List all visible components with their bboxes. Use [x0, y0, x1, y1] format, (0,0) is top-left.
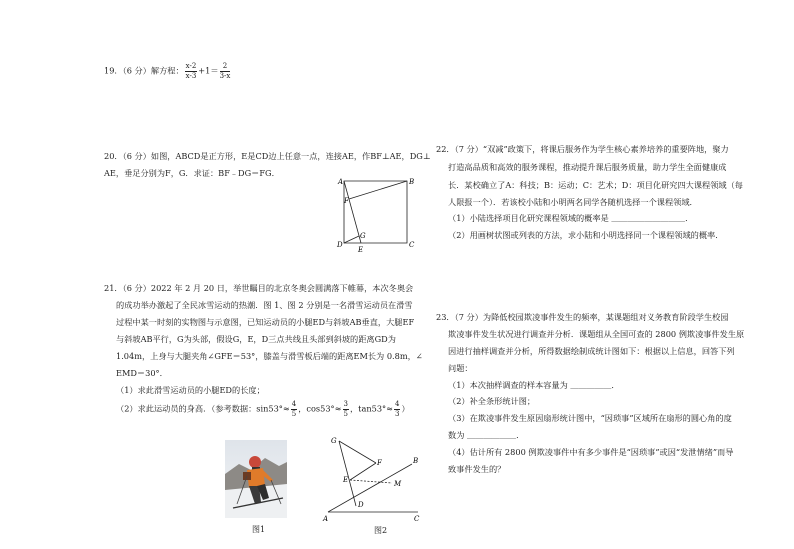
label-e2: E — [343, 476, 349, 484]
q22-line1: 22．（7 分）“双减”政策下，将课后服务作为学生核心素养培养的重要阵地，聚力 — [436, 144, 729, 154]
q21-line3: 过程中某一时刻的实物图与示意图，已知运动员的小腿ED与斜坡AB垂直，大腿EF — [116, 317, 415, 327]
q21-line6: EMD＝30°． — [116, 368, 168, 378]
q23-line4: 问题： — [448, 363, 473, 373]
q21-sub2: （2）求此运动员的身高．（参考数据：sin53°≈ $\frac{4}{5}$ ，cos53°≈ $\frac{3}{5}$ ，tan53°≈ $\frac{4}{3}$ ） — [116, 400, 410, 418]
slope-ab — [328, 464, 412, 512]
label-g: G — [360, 232, 366, 240]
q19-prefix: 19．（6 分）解方程： — [104, 65, 184, 76]
label-g2: G — [331, 437, 337, 445]
q23-sub3: （3）在欺凌事件发生原因扇形统计图中，“因琐事”区域所在扇形的圆心角的度 — [448, 413, 732, 423]
label-c: C — [409, 241, 415, 249]
q22-sub1: （1）小陆选择项目化研究课程领域的概率是 ＿＿＿＿＿＿＿＿＿． — [448, 213, 694, 223]
fig2-caption: 图2 — [374, 526, 388, 535]
q23-sub2: （2）补全条形统计图； — [448, 396, 536, 406]
q23-line1: 23．（7 分）为降低校园欺凌事件发生的频率，某课题组对义务教育阶段学生校园 — [436, 312, 729, 322]
label-f2: F — [377, 459, 382, 467]
segment-fe — [350, 463, 376, 480]
label-m2: M — [394, 480, 402, 488]
cos-fraction: $\frac{3}{5}$ — [343, 400, 348, 418]
label-d2: D — [358, 501, 364, 509]
label-a: A — [338, 178, 344, 186]
square-abcd — [344, 181, 407, 243]
q22-sub2: （2）用画树状图或列表的方法，求小陆和小明选择同一个课程领域的概率． — [448, 230, 724, 240]
q22-line2: 打造高品质和高效的服务课程，推动提升课后服务质量，助力学生全面健康成 — [448, 162, 727, 172]
q22-line4: 人限报一个）．若该校小陆和小明两名同学各随机选择一个课程领域． — [448, 197, 698, 207]
q23-sub4: （4）估计所有 2800 例欺凌事件中有多少事件是“因琐事”或因“发泄情绪”而导 — [448, 447, 734, 457]
segment-em — [350, 480, 392, 483]
q22-line3: 长．某校确立了A：科技；B：运动；C：艺术；D：项目化研究四大课程领域（每 — [448, 180, 743, 190]
q21-line2: 的成功举办激起了全民冰雪运动的热潮．图 1、图 2 分别是一名滑雪运动员在滑雪 — [116, 300, 413, 310]
q21-line4: 与斜坡AB平行，G为头部，假设G，E，D三点共线且头部到斜坡的距离GD为 — [116, 334, 396, 344]
fig1-caption: 图1 — [252, 525, 266, 534]
segment-dg — [344, 236, 359, 243]
q20-square-figure — [330, 172, 420, 252]
q23-sub4b: 致事件发生的？ — [448, 464, 506, 474]
label-e: E — [358, 246, 364, 252]
q19-mid: +1＝ — [198, 65, 219, 76]
q19-text — [104, 63, 231, 80]
segment-gf — [339, 441, 376, 463]
q21-line5: 1.04m，上身与大腿夹角∠GFE＝53°，膝盖与滑雪板后端的距离EM长为 0.8m，∠ — [116, 351, 423, 361]
label-d: D — [337, 241, 343, 249]
q21-schematic-figure — [320, 432, 425, 524]
label-b2: B — [413, 457, 419, 465]
segment-gd — [339, 441, 356, 506]
q19-fraction-1: $\frac{x-2}{x-3}$ — [185, 62, 197, 80]
label-f: F — [344, 197, 349, 205]
label-b: B — [409, 178, 415, 186]
label-c2: C — [414, 515, 420, 523]
q21-line1: 21．（6 分）2022 年 2 月 20 日，举世瞩目的北京冬奥会圆满落下帷幕，本次冬奥会 — [104, 283, 414, 293]
q23-sub1: （1）本次抽样调查的样本容量为 ＿＿＿＿＿． — [448, 380, 620, 390]
q20-line1: 20．（6 分）如图，ABCD是正方形，E是CD边上任意一点，连接AE，作BF⊥AE，DG⊥ — [104, 151, 431, 161]
sin-fraction: $\frac{4}{5}$ — [291, 400, 297, 418]
q23-sub3b: 数为 ＿＿＿＿＿＿． — [448, 430, 525, 440]
q23-line3: 因进行抽样调查并分析，所得数据绘制成统计图如下：根据以上信息，回答下列 — [448, 346, 735, 356]
q19-fraction-2: $\frac{2}{3-x}$ — [219, 62, 231, 80]
segment-ae — [344, 181, 361, 243]
q21-sub1: （1）求此滑雪运动员的小腿ED的长度； — [116, 385, 265, 395]
q20-line2: AE，垂足分别为F，G．求证：BF﹣DG＝FG． — [104, 168, 280, 178]
skier-photo — [225, 440, 287, 518]
tan-fraction: $\frac{4}{3}$ — [395, 400, 400, 418]
segment-bf — [349, 181, 407, 199]
q23-line2: 欺凌事件发生状况进行调查并分析．课题组从全国可查的 2800 例欺凌事件发生原 — [448, 329, 745, 339]
label-a2: A — [323, 515, 329, 523]
